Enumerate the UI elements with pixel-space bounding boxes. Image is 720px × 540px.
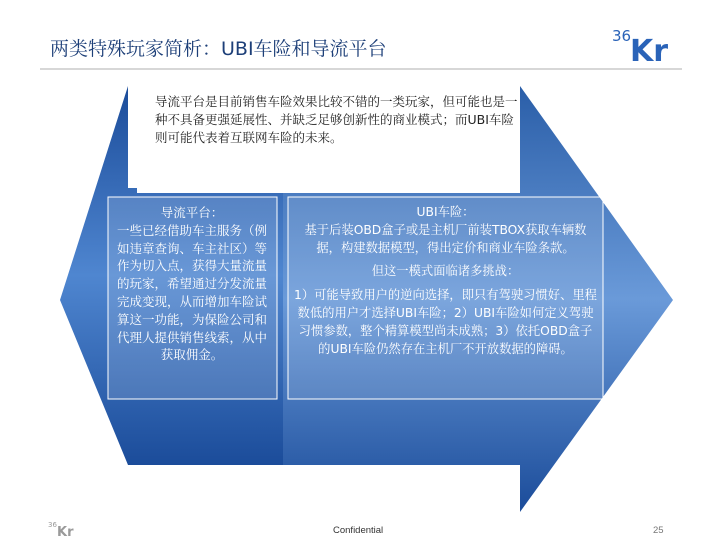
left-panel-title: 导流平台： bbox=[160, 205, 224, 220]
right-panel-title: UBI车险： bbox=[416, 205, 475, 219]
left-panel bbox=[113, 204, 271, 364]
svg-text:36: 36 bbox=[48, 521, 57, 529]
svg-text:36: 36 bbox=[612, 27, 632, 45]
svg-text:Kr: Kr bbox=[57, 525, 74, 537]
slide-title: 两类特殊玩家简析：UBI车险和导流平台 bbox=[50, 38, 387, 60]
svg-text:Kr: Kr bbox=[630, 34, 669, 64]
right-panel-para2: 但这一模式面临诸多挑战： bbox=[371, 264, 520, 279]
right-panel-para3: 1）可能导致用户的逆向选择，即只有驾驶习惯好、里程数低的用户才选择UBI车险；2）UBI车险如何定义驾驶习惯参数，整个精算模型尚未成熟；3）依托OBD盒子的UBI车险仍然存在主机厂不开放数据的障碍。 bbox=[294, 288, 597, 356]
left-panel-body: 一些已经借助车主服务（例如违章查询、车主社区）等作为切入点，获得大量流量的玩家，希望通过分发流量完成变现，从而增加车险试算这一功能，为保险公司和代理人提供销售线索，从中获取佣金。 bbox=[116, 222, 267, 363]
intro-text: 导流平台是目前销售车险效果比较不错的一类玩家，但可能也是一种不具备更强延展性、并缺乏足够创新性的商业模式；而UBI车险则可能代表着互联网车险的未来。 bbox=[155, 94, 518, 145]
right-panel-para1: 基于后装OBD盒子或是主机厂前装TBOX获取车辆数据，构建数据模型，得出定价和商业车险条款。 bbox=[304, 222, 587, 255]
right-panel bbox=[293, 204, 598, 358]
confidential-label: Confidential bbox=[333, 525, 384, 536]
page-number: 25 bbox=[653, 525, 664, 536]
footer-logo bbox=[48, 519, 78, 537]
